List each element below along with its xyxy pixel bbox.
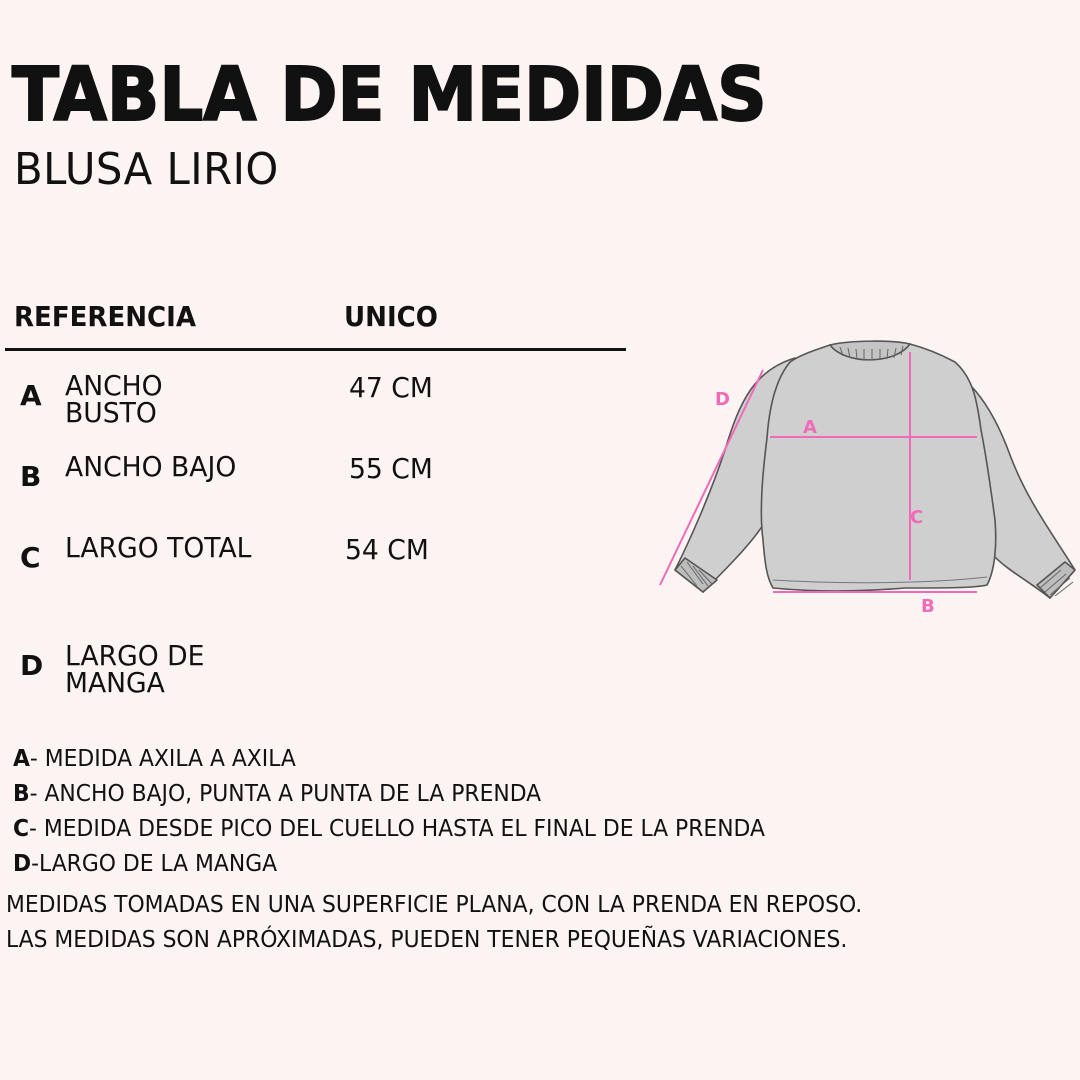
row-label: LARGO TOTAL: [65, 531, 252, 564]
diagram-label-c: C: [910, 507, 924, 528]
disclaimer-line: LAS MEDIDAS SON APRÓXIMADAS, PUEDEN TENER PEQUEÑAS VARIACIONES.: [6, 927, 848, 953]
disclaimer: [6, 888, 907, 958]
note-item: [13, 777, 765, 812]
diagram-label-d: D: [715, 389, 730, 410]
row-label: ANCHO BAJO: [65, 450, 237, 483]
sweater-illustration-icon: [675, 341, 1075, 598]
diagram-label-b: B: [921, 596, 935, 617]
row-letter: B: [20, 460, 42, 493]
row-letter: D: [20, 649, 44, 682]
row-label: ANCHO BUSTO: [65, 369, 163, 429]
row-value: 55 CM: [349, 452, 433, 485]
table-divider: [5, 348, 626, 351]
product-name: BLUSA LIRIO: [14, 144, 279, 195]
note-item: [13, 812, 765, 847]
table-header-reference: REFERENCIA: [14, 300, 197, 333]
note-letter: C: [13, 816, 30, 842]
row-letter: C: [20, 541, 41, 574]
note-text: - MEDIDA DESDE PICO DEL CUELLO HASTA EL FINAL DE LA PRENDA: [29, 816, 765, 842]
row-value: 54 CM: [345, 533, 429, 566]
page-title: TABLA DE MEDIDAS: [12, 52, 767, 138]
note-text: - MEDIDA AXILA A AXILA: [29, 746, 296, 772]
note-letter: B: [13, 781, 30, 807]
note-text: -LARGO DE LA MANGA: [31, 851, 278, 877]
measurement-notes: [13, 742, 805, 882]
diagram-label-a: A: [803, 417, 817, 438]
disclaimer-line: MEDIDAS TOMADAS EN UNA SUPERFICIE PLANA, CON LA PRENDA EN REPOSO.: [6, 892, 863, 918]
note-letter: A: [13, 746, 30, 772]
row-value: 47 CM: [349, 371, 433, 404]
note-item: [13, 742, 765, 777]
sweater-diagram: [655, 330, 1080, 630]
row-letter: A: [20, 379, 42, 412]
table-header-size: UNICO: [344, 300, 438, 333]
note-text: - ANCHO BAJO, PUNTA A PUNTA DE LA PRENDA: [29, 781, 542, 807]
note-letter: D: [13, 851, 32, 877]
note-item: [13, 847, 765, 882]
row-label: LARGO DE MANGA: [65, 639, 205, 699]
